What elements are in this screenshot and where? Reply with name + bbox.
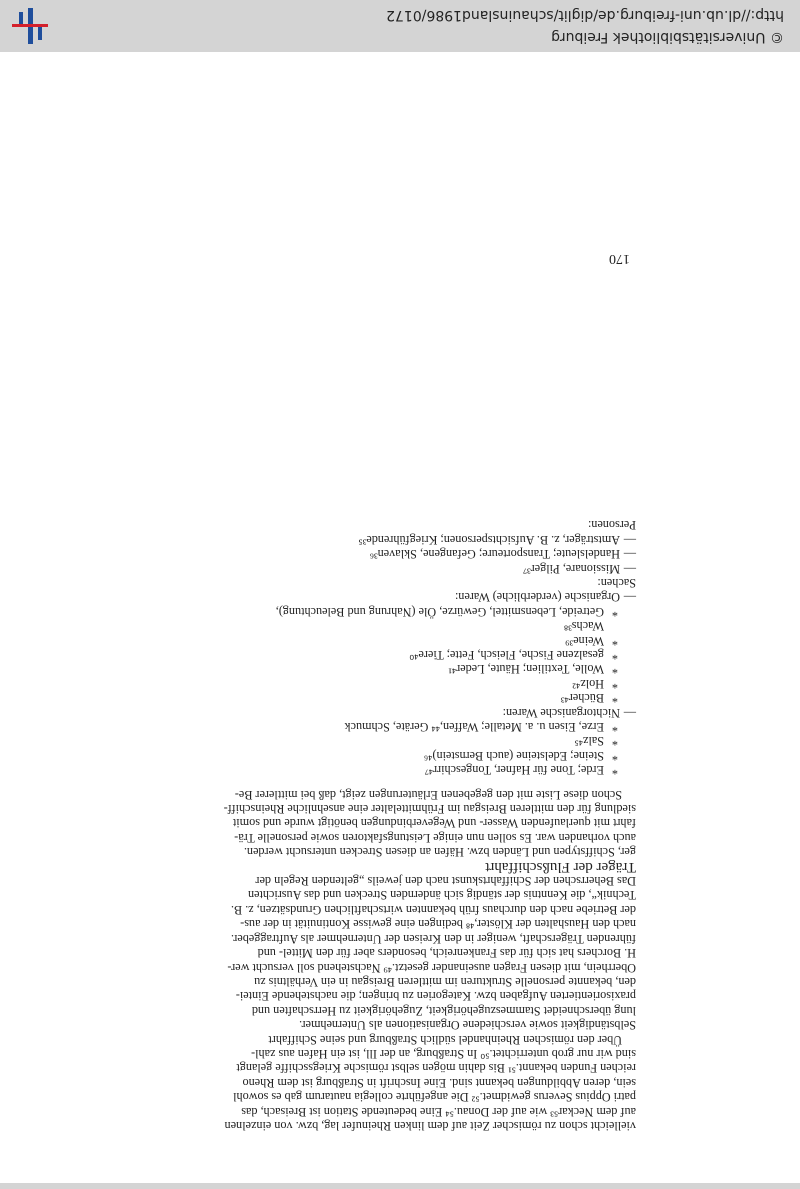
list-item-text: Erde; Tone für Hafner, Tongeschirr⁴⁷ <box>424 763 604 778</box>
list-item-text: Amtsträger, z. B. Aufsichtspersonen; Kriegführende³⁵ <box>358 532 620 547</box>
list-label: Personen: <box>587 518 636 533</box>
bullet-star: * <box>611 662 618 677</box>
list-item <box>162 547 636 561</box>
text-line: auch vorhanden war. Es sollen nun einige Leistungsfaktoren sowie personelle Trä- <box>234 830 636 845</box>
list-item-text: Wolle, Textilien; Häute, Leder⁴¹ <box>448 662 604 677</box>
text-line: siedlung für den mittleren Breisgau im Frühmittelalter eine ansehnliche Rheinschiff- <box>223 802 636 817</box>
section-heading: Träger der Flußschiffahrt <box>485 858 636 875</box>
text-line: vielleicht schon zu römischer Zeit auf dem linken Rheinufer lag, bzw. von einzelnen <box>224 1119 636 1133</box>
list-item-text: Getreide, Lebensmittel, Gewürze, Öle (Nahrung und Beleuchtung), <box>275 604 604 619</box>
text-line: Oberrhein, mit diesen Fragen auseinander gesetzt.⁴⁹ Nachstehend soll versucht wer- <box>227 960 636 975</box>
copyright-text: © Universitätsbibliothek Freiburg <box>551 29 784 45</box>
ub-freiburg-logo-icon <box>10 6 50 46</box>
bottom-strip <box>0 1183 800 1189</box>
list-item-text: Handelsleute; Transporteure; Gefangene, Sklaven³⁶ <box>369 547 620 562</box>
text-line: ger, Schiffstypen und Länden bzw. Häfen an diesen Strecken untersucht werden. <box>243 845 636 860</box>
text-line: nach den Haushalten der Klöster,⁴⁸ bedingen eine gewisse Kontinuität in der aus- <box>240 917 636 932</box>
text-line: praxisorientierten Aufgaben bzw. Kategorien zu bringen; die nachstehende Eintei- <box>235 989 636 1004</box>
text-line: Schon diese Liste mit den gegebenen Erläuterungen zeigt, daß bei mittlerer Be- <box>234 787 622 802</box>
list-item-text: Nichtorganische Waren: <box>502 705 620 720</box>
text-line: auf dem Neckar⁵³ wie auf der Donau.⁵⁴ Eine bedeutende Station ist Breisach, das <box>241 1104 636 1119</box>
bullet-dash: — <box>623 561 636 576</box>
bullet-star: * <box>611 748 618 763</box>
list-item-text: gesalzene Fische, Fleisch, Fette; Tiere⁴⁰ <box>409 648 604 662</box>
bullet-star: * <box>611 734 618 749</box>
list-item <box>162 705 636 719</box>
list-label: Sachen: <box>597 575 636 590</box>
list-item-text: Salz⁴⁵ <box>574 734 604 749</box>
bullet-dash: — <box>623 590 636 605</box>
bullet-star: * <box>611 763 618 778</box>
list-item <box>162 561 636 575</box>
text-line: sind wir nur grob unterrichtet.⁵⁰ In Straßburg, an der Ill, ist ein Hafen aus zahl- <box>251 1046 636 1061</box>
list-item <box>162 532 636 546</box>
list-item <box>162 676 636 690</box>
list-item-text: Bücher⁴³ <box>560 691 604 706</box>
list-item-text: Erze, Eisen u. a. Metalle; Waffen,⁴⁴ Geräte, Schmuck <box>344 720 604 735</box>
text-line: H. Borchers hat sich für das Frankenreich, besonders aber für den Mittel- und <box>257 946 636 961</box>
page-text <box>162 518 636 1133</box>
bullet-dash: — <box>623 705 636 720</box>
footer-bar <box>0 0 800 52</box>
list-item <box>162 662 636 676</box>
list-item-text: Organische (verderbliche) Waren: <box>454 590 620 605</box>
list-item <box>162 748 636 762</box>
list-item <box>162 691 636 705</box>
page-number: 170 <box>609 251 630 266</box>
list-item <box>162 763 636 777</box>
bullet-star: * <box>611 633 618 648</box>
list-item <box>162 720 636 734</box>
text-line: sein, deren Abbildungen bekannt sind. Eine Inschrift in Straßburg ist dem Rheno <box>242 1075 636 1090</box>
text-line: fahrt mit querlaufenden Wasser- und Wegeverbindungen benötigt wurde und somit <box>232 816 636 831</box>
list-item <box>162 604 636 618</box>
bullet-dash: — <box>623 532 636 547</box>
text-line: Das Beherrschen der Schiffahrtskunst nach den jeweils „geltenden Regeln der <box>255 874 636 889</box>
list-item <box>162 633 636 647</box>
bullet-star: * <box>611 691 618 706</box>
text-line: den, bekannte personelle Strukturen im mittleren Breisgau in ein Verhältnis zu <box>254 974 636 989</box>
document-url[interactable]: http://dl.ub.uni-freiburg.de/diglit/schauinsland1986/0172 <box>386 7 784 23</box>
text-line: der Betriebe nach den durchaus früh bekannten wirtschaftlichen Grundsätzen, z. B. <box>230 902 636 917</box>
text-line: Über den römischen Rheinhandel südlich Straßburg und seine Schiffahrt <box>268 1032 622 1047</box>
text-line: patri Oppius Severus gewidmet.⁵² Die angeführte collegia nautarum gab es sowohl <box>233 1090 636 1105</box>
list-item-text: Holz⁴² <box>572 676 604 691</box>
bullet-star: * <box>611 604 618 619</box>
text-line: führenden Trägerschaft, weniger in den Kreisen der Unternehmer als Auftraggeber. <box>230 931 636 946</box>
text-line: lung überschneidet Stammeszugehörigkeit, Zugehörigkeit zu Herrschaften und <box>251 1003 636 1018</box>
bullet-dash: — <box>623 547 636 562</box>
bullet-star: * <box>611 648 618 662</box>
list-item-continuation: Wachs³⁸ <box>563 619 604 634</box>
list-item <box>162 648 636 662</box>
text-line: Technik“, die Kenntnis der ständig sich ändernden Strecken und das Ausrichten <box>247 888 636 903</box>
list-item-text: Steine; Edelsteine (auch Bernstein)⁴⁶ <box>423 748 604 763</box>
list-item <box>162 590 636 604</box>
list-item <box>162 734 636 748</box>
list-item-text: Missionare, Pilger³⁷ <box>522 561 620 576</box>
bullet-star: * <box>611 676 618 691</box>
list-item-text: Weine³⁹ <box>565 633 604 648</box>
bullet-star: * <box>611 720 618 735</box>
text-line: reichen Funden bekannt.⁵¹ Bis dahin mögen selbst römische Kriegsschiffe gelangt <box>236 1061 636 1076</box>
text-line: Selbständigkeit sowie verschiedene Organisationen als Unternehmer. <box>299 1018 636 1033</box>
